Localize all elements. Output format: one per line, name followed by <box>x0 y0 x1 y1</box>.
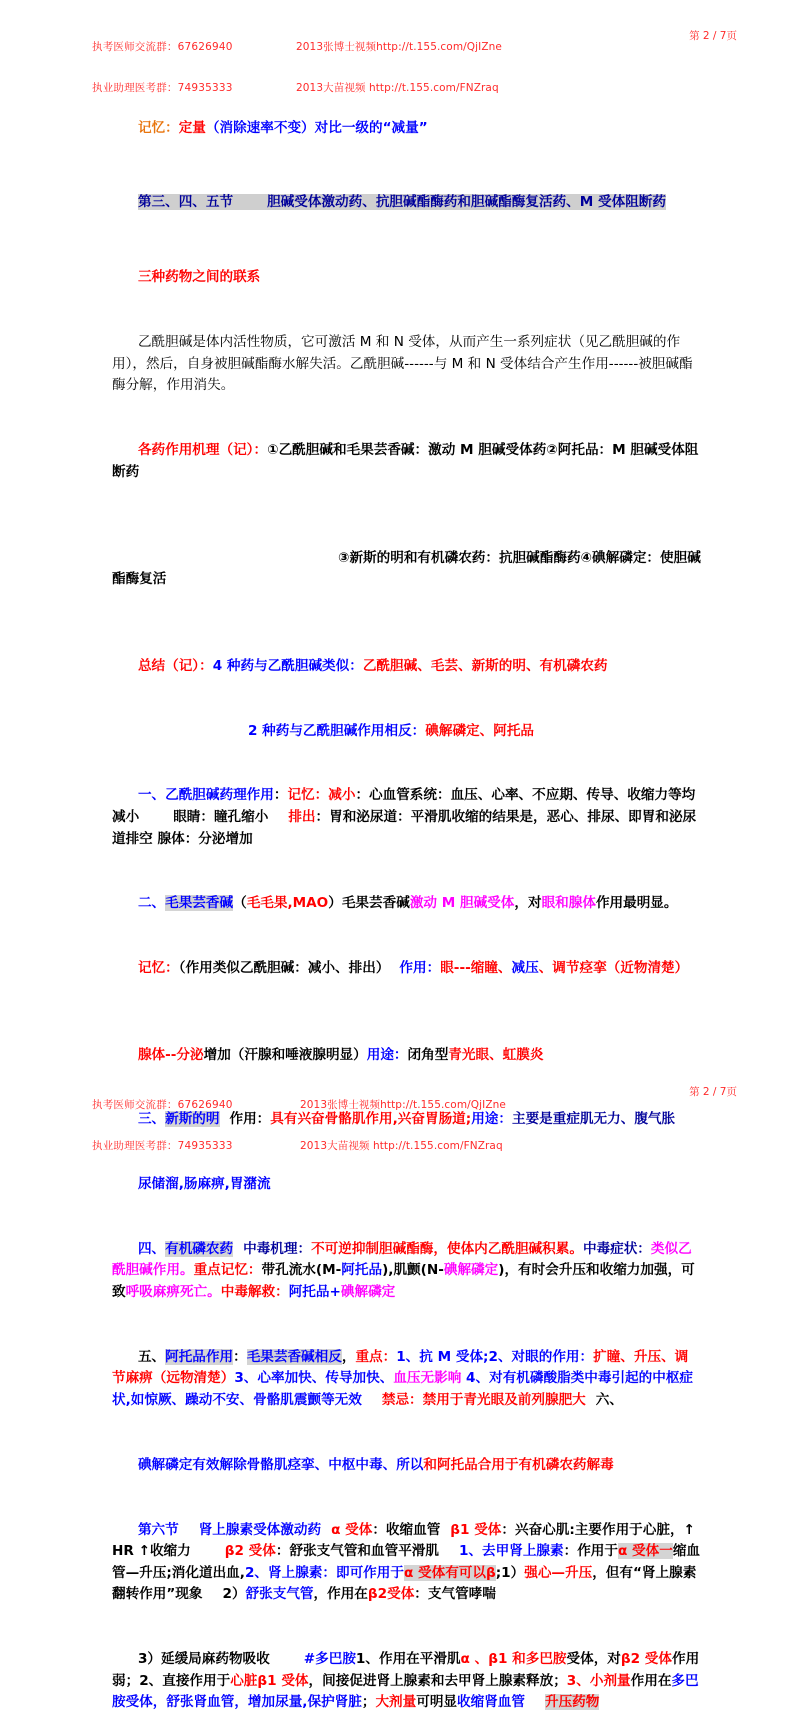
spacer <box>0 236 793 246</box>
drug1-text-2: 眼睛：瞳孔缩小 <box>173 809 269 825</box>
drug2-effect-spasm: 、调节痉挛（近物清楚） <box>538 960 689 977</box>
drug2-gland: 腺体--分泌 <box>137 1046 204 1063</box>
section6-beta2-text: ：舒张支气管和血管平滑肌 <box>275 1543 439 1560</box>
section6-beta1-label: β1 受体 <box>450 1521 502 1538</box>
subheading-relations <box>0 246 793 311</box>
header-contact-line-2: 执业助理医考群：74935333 <box>92 81 233 94</box>
dopamine-item-3: 3）延缓局麻药物吸收 <box>137 1651 270 1668</box>
drug2-heading-name: 毛果芸香碱 <box>165 895 234 912</box>
section-heading-title-1: 胆碱受体激动药、 <box>267 194 376 211</box>
drug4-key-text-2: ),肌颤(N- <box>382 1262 444 1279</box>
summary-line1-red: 乙酰胆碱、毛芸、新斯的明、有机磷农药 <box>362 657 608 674</box>
drug2-usage-1: 闭角型 <box>407 1046 449 1063</box>
drug5-six: 六、 <box>595 1392 623 1409</box>
header-contact-line-1: 执考医师交流群：67626940 <box>92 41 233 53</box>
drug2-text-c: ，对 <box>514 895 542 912</box>
drug5-heading-num: 五、 <box>137 1348 166 1365</box>
section6-drug2-2-end: ：支气管哮喘 <box>414 1586 496 1603</box>
section-heading-title-2: 抗胆碱酯酶药和胆碱酯酶复活药 <box>375 194 567 211</box>
paragraph-acetylcholine-text: 乙酰胆碱是体内活性物质，它可激活 M 和 N 受体，从而产生一系列症状（见乙酰胆碱的作用），然后，自身被胆碱酯酶水解失活。乙酰胆碱------与 M 和 N 受体结合产生作用------被胆碱酯酶分解，作用消失。 <box>112 333 693 394</box>
mechanism-item-1: ①乙酰胆碱和毛果芸香碱：激动 M 胆碱受体药②阿托品：M 胆碱受体阻断药 <box>112 441 699 480</box>
section6-beta2-label: β2 受体 <box>224 1543 276 1560</box>
drug2-memory-text: （作用类似乙酰胆碱：减小、排出） <box>178 960 390 977</box>
dopamine-3-text: 作用在 <box>630 1672 672 1689</box>
document-body <box>0 96 793 1736</box>
summary-line-1 <box>0 634 793 699</box>
drug3-heading-num: 三、 <box>137 1111 166 1128</box>
drug1-memory-label: 记忆： <box>287 787 329 804</box>
drug2-usage-2: 青光眼、虹膜炎 <box>448 1046 544 1063</box>
memory-rest: （消除速率不变）对比一级的“减量” <box>205 119 428 136</box>
drug5-contra-label: 禁忌： <box>381 1392 423 1409</box>
drug5-item-1-red: 扩瞳、升压、调节麻痹（远物清楚） <box>112 1348 689 1387</box>
drug4-heading-name: 有机磷农药 <box>165 1240 234 1257</box>
dopamine-1-end: 作用弱； <box>112 1651 700 1689</box>
drug5-compare: 毛果芸香碱相反 <box>246 1348 342 1365</box>
drug4-heading-line <box>0 1217 793 1325</box>
drug4-symptom-label: 中毒症状： <box>582 1240 651 1257</box>
drug1-excrete-label: 排出 <box>288 809 316 825</box>
dopamine-2-rest: ，间接促进肾上腺素和去甲肾上腺素释放； <box>308 1672 567 1689</box>
drug3-action-text: 具有兴奋骨骼肌作用,兴奋胃肠道; <box>270 1111 472 1128</box>
section6-drug2-semi: ; <box>495 1564 502 1581</box>
dopamine-4-highlight: 升压药物 <box>544 1694 600 1711</box>
drug5-line6-red: 和阿托品合用于有机磷农药解毒 <box>423 1456 614 1473</box>
drug3-usage-text-2: 尿储溜,肠麻痹,胃潴流 <box>137 1176 271 1193</box>
footer-contact-line-2: 执业助理医考群：74935333 <box>92 1139 233 1152</box>
drug4-key-death: 呼吸麻痹死亡。 <box>125 1284 221 1301</box>
section6-drug2-2: 2） <box>222 1586 246 1603</box>
dopamine-1: 1、作用在平滑肌 <box>355 1651 461 1668</box>
section-heading-title-3: 、M 受体阻断药 <box>566 194 666 211</box>
drug2-effect-label: 作用： <box>399 960 441 977</box>
header-promo-line-1: 2013张博士视频http://t.155.com/QjIZne <box>296 41 502 53</box>
drug2-gland-rest: 增加（汗腺和唾液腺明显） <box>203 1046 367 1063</box>
drug3-action-label: 作用： <box>229 1111 271 1128</box>
summary-line1-blue: 4 种药与乙酰胆碱类似： <box>212 657 363 674</box>
section6-drug2-text: ：即可作用于 <box>322 1564 404 1581</box>
footer-contact-block <box>92 1072 233 1180</box>
dopamine-2-red: 心脏β1 受体 <box>230 1672 309 1689</box>
dopamine-4-red: 大剂量 <box>375 1694 417 1711</box>
drug3-usage-label: 用途： <box>471 1111 512 1128</box>
drug5-contra-text: 禁用于青光眼及前列腺肥大 <box>422 1392 586 1409</box>
dopamine-1-mid: 受体，对 <box>566 1651 621 1668</box>
drug5-heading-name: 阿托品作用 <box>165 1348 234 1365</box>
drug4-rescue-label: 中毒解救： <box>220 1284 289 1301</box>
drug3-heading-name: 新斯的明 <box>165 1111 220 1128</box>
dopamine-1-beta2: β2 受体 <box>620 1651 672 1668</box>
section6-drug2-2-rest: ，作用在 <box>313 1586 368 1603</box>
spacer <box>0 1001 793 1023</box>
dopamine-3-blue: 多巴胺受体，舒张肾血管，增加尿量,保护肾脏 <box>112 1672 699 1711</box>
subheading-relations-text: 三种药物之间的联系 <box>137 269 261 286</box>
drug2-usage-label: 用途： <box>366 1046 408 1063</box>
drug4-heading-num: 四、 <box>137 1240 166 1257</box>
paragraph-acetylcholine <box>0 310 793 418</box>
section6-block <box>0 1498 793 1628</box>
drug2-effect-eye: 眼---缩瞳、 <box>440 960 512 977</box>
dopamine-3-red: 3、小剂量 <box>566 1672 631 1689</box>
drug2-text-e: 作用最明显。 <box>595 895 678 912</box>
summary-line2-red: 碘解磷定、阿托品 <box>425 722 535 739</box>
drug2-effect-press: 减压 <box>511 960 539 977</box>
drug4-key-pam: 碘解磷定 <box>443 1262 499 1279</box>
dopamine-3-semi: ； <box>361 1694 376 1711</box>
memory-line <box>0 96 793 161</box>
drug5-comma: ， <box>341 1348 356 1365</box>
section6-drug2-label: 2、肾上腺素 <box>244 1564 323 1581</box>
section-heading-band <box>138 194 666 210</box>
drug4-key-text-1: 带孔流水(M- <box>261 1262 342 1279</box>
drug5-key-label: 重点： <box>355 1348 397 1365</box>
dopamine-block <box>0 1628 793 1736</box>
spacer <box>0 505 793 527</box>
drug2-text-d: 眼和腺体 <box>541 895 596 912</box>
drug4-rescue-1: 阿托品+ <box>288 1284 341 1301</box>
dopamine-4-blue: 收缩肾血管 <box>457 1694 525 1711</box>
dopamine-4-text: 可明显 <box>416 1694 458 1711</box>
drug2-heading-line: 二、毛果芸香碱（毛毛果,MAO）毛果芸香碱激动 M 胆碱受体，对眼和腺体作用最明显。 <box>137 895 678 912</box>
mechanism-line-2 <box>0 526 793 612</box>
section6-beta1-text: ：兴奋心肌:主要作用于心脏，↑HR ↑收缩力 <box>112 1521 695 1560</box>
memory-label: 记忆： <box>137 119 179 136</box>
dopamine-2: 2、直接作用于 <box>139 1672 231 1689</box>
drug4-key-text-3: )，有时会升压和收缩力加强，可致 <box>112 1262 695 1301</box>
section-heading-number: 第三、四、五节 <box>137 194 234 211</box>
section6-drug2-highlight: α 受体有可以β <box>403 1564 496 1581</box>
spacer <box>0 613 793 635</box>
section6-alpha-label: α 受体 <box>331 1521 373 1538</box>
summary-label: 总结（记）： <box>137 657 213 674</box>
drug4-rescue-2: 碘解磷定 <box>340 1284 396 1301</box>
mechanism-line-1 <box>0 418 793 504</box>
summary-line-2 <box>0 699 793 764</box>
drug5-line-6 <box>0 1433 793 1498</box>
section6-drug2-1-rest: ，但有“肾上腺素翻转作用”现象 <box>112 1564 697 1603</box>
section6-drug1-label: 1、去甲肾上腺素 <box>458 1543 564 1560</box>
footer-contact-line-1: 执考医师交流群：67626940 <box>92 1099 233 1111</box>
drug4-mech-text: 不可逆抑制胆碱酯酶，使体内乙酰胆碱积累。 <box>311 1240 583 1257</box>
drug4-mech-label: 中毒机理： <box>243 1240 312 1257</box>
section6-drug2-2-beta: β2受体 <box>367 1586 415 1603</box>
drug5-block <box>0 1325 793 1433</box>
drug5-item-3: 4、对有机磷酸脂类中毒引起的中枢症状,如惊厥、躁动不安、骨骼肌震颤等无效 <box>112 1370 694 1409</box>
drug5-item-2-mag: 血压无影响 <box>393 1370 462 1387</box>
drug2-mnemonic-inner: 毛毛果,MAO <box>246 895 329 912</box>
drug4-symptom-text: 类似乙酰胆碱作用。 <box>112 1240 692 1279</box>
memory-term: 定量 <box>178 119 206 136</box>
drug4-key-label: 重点记忆： <box>193 1262 262 1279</box>
drug2-text-a: 毛果芸香碱 <box>341 895 410 912</box>
header-page-number: 第 2 / 7页 <box>689 30 737 42</box>
footer-promo-block <box>300 1072 506 1180</box>
section6-drug1-highlight: α 受体一 <box>617 1543 673 1560</box>
drug1-memory-key: 减小 <box>328 787 356 804</box>
drug1-heading: 一、乙酰胆碱药理作用 <box>137 787 274 804</box>
drug5-item-2: 3、心率加快、传导加快、 <box>234 1370 394 1387</box>
drug5-line6-blue: 碘解磷定有效解除骨骼肌痉挛、中枢中毒、所以 <box>137 1456 424 1473</box>
summary-line2-blue: 2 种药与乙酰胆碱作用相反： <box>247 722 426 739</box>
drug2-memory-label: 记忆： <box>137 960 179 977</box>
drug5-colon: ： <box>233 1348 247 1365</box>
drug1-block: 一、乙酰胆碱药理作用：记忆：减小：心血管系统：血压、心率、不应期、传导、收缩力等均减小 眼睛：瞳孔缩小 排出：胃和泌尿道：平滑肌收缩的结果是，恶心、排尿、即胃和泌尿道排空 腺体：分泌增加 <box>112 787 697 847</box>
section6-title: 肾上腺素受体激动药 <box>198 1521 322 1538</box>
drug2-heading-num: 二、 <box>137 895 166 912</box>
drug2-memory-line <box>0 937 793 1002</box>
drug5-item-1: 1、抗 M 受体;2、对眼的作用： <box>396 1348 594 1365</box>
footer-page-number: 第 2 / 7页 <box>689 1086 737 1098</box>
page-header <box>0 14 793 94</box>
drug1-text-3: ：胃和泌尿道：平滑肌收缩的结果是，恶心、排尿、即胃和泌尿道排空 腺体：分泌增加 <box>112 809 697 847</box>
drug1-text-1: ：心血管系统：血压、心率、不应期、传导、收缩力等均减小 <box>112 787 696 825</box>
dopamine-1-red: α 、β1 和多巴胺 <box>460 1651 567 1668</box>
section6-alpha-text: ：收缩血管 <box>372 1521 441 1538</box>
section6-heading: 第六节 <box>137 1521 179 1538</box>
section6-drug2-2-red: 舒张支气管 <box>245 1586 314 1603</box>
drug4-key-atropine: 阿托品 <box>341 1262 383 1279</box>
section6-drug1-text: ：作用于 <box>563 1543 618 1560</box>
footer-promo-line-2: 2013大苗视频 http://t.155.com/FNZraq <box>300 1139 503 1152</box>
spacer <box>0 161 793 171</box>
section-heading-line <box>0 171 793 236</box>
section6-drug2-1-red: 强心—升压 <box>524 1564 593 1581</box>
dopamine-tag: #多巴胺 <box>303 1651 356 1668</box>
drug2-text-b: 激动 M 胆碱受体 <box>409 895 515 912</box>
section6-drug1-rest: 缩血管—升压;消化道出血, <box>112 1543 701 1581</box>
drug3-usage-text: 主要是重症肌无力、腹气胀 <box>511 1111 676 1128</box>
footer-promo-line-1: 2013张博士视频http://t.155.com/QjIZne <box>300 1099 506 1111</box>
mechanism-label: 各药作用机理（记）： <box>137 441 268 458</box>
header-promo-line-2: 2013大苗视频 http://t.155.com/FNZraq <box>296 81 499 94</box>
section6-drug2-1: 1） <box>501 1564 525 1581</box>
mechanism-item-2: ③新斯的明和有机磷农药：抗胆碱酯酶药④碘解磷定：使胆碱酯酶复活 <box>112 549 701 588</box>
